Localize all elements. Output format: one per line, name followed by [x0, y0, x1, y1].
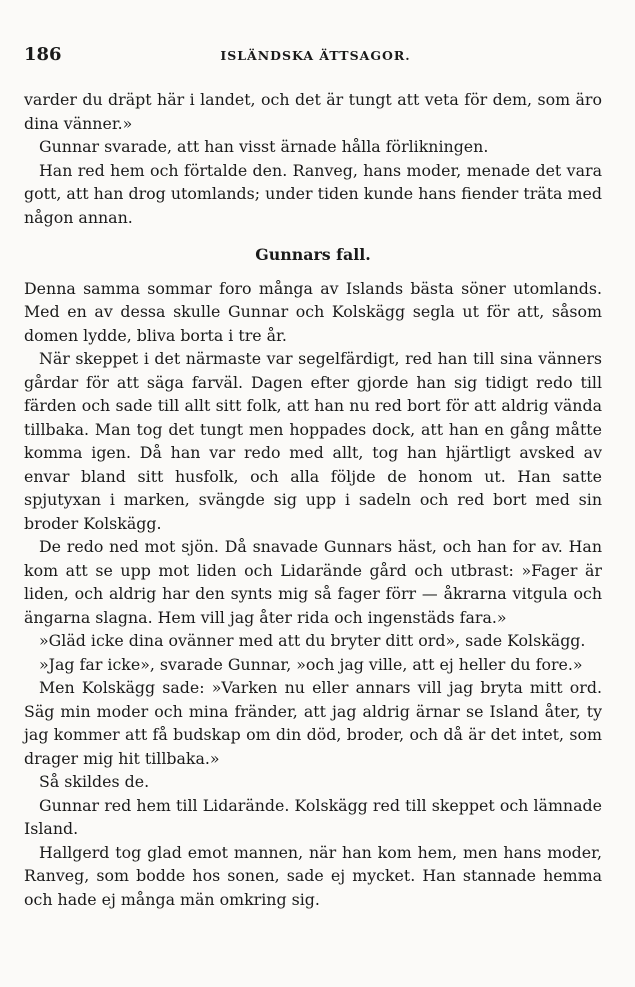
paragraph: Gunnar svarade, att han visst ärnade hålla förlikningen. [39, 137, 489, 156]
paragraph: varder du dräpt här i landet, och det är tungt att veta för dem, som äro dina vänner.» [24, 90, 602, 133]
paragraph: Så skildes de. [39, 772, 150, 791]
paragraph: De redo ned mot sjön. Då snavade Gunnars häst, och han for av. Han kom att se upp mot liden och Lidarände gård och utbrast: »Fager är liden, och aldrig har den synts mig så fager förr — åkrarna vitgula och ängarna slagna. Hem vill jag åter rida och ingenstäds fara.» [24, 537, 602, 627]
paragraph: Gunnar red hem till Lidarände. Kolskägg red till skeppet och lämnade Island. [24, 795, 602, 838]
paragraph: Denna samma sommar foro många av Islands bästa söner utomlands. Med en av dessa skulle Gunnar och Kolskägg segla ut för att, såsom domen lydde, bliva borta i tre år. [24, 278, 602, 345]
paragraph: Han red hem och förtalde den. Ranveg, hans moder, menade det vara gott, att han drog utomlands; under tiden kunde hans fiender träta med någon annan. [24, 160, 602, 227]
paragraph: Hallgerd tog glad emot mannen, när han kom hem, men hans moder, Ranveg, som bodde hos sonen, sade ej mycket. Han stannade hemma och hade ej många män omkring sig. [24, 842, 602, 909]
running-title: ISLÄNDSKA ÄTTSAGOR. [220, 48, 411, 63]
paragraph: Men Kolskägg sade: »Varken nu eller annars vill jag bryta mitt ord. Säg min moder och mina fränder, att jag aldrig ärnar se Island åter, ty jag kommer att få budskap om din död, broder, och då är det intet, som drager mig hit tillbaka.» [24, 678, 602, 768]
section-heading: Gunnars fall. [255, 245, 371, 264]
paragraph: »Gläd icke dina ovänner med att du bryter ditt ord», sade Kolskägg. [39, 631, 586, 650]
body-text [24, 88, 602, 911]
page-header [24, 44, 607, 70]
paragraph: När skeppet i det närmaste var segelfärdigt, red han till sina vänners gårdar för att säga farväl. Dagen efter gjorde han sig tidigt redo till färden och sade till allt sitt folk, att han nu red bort för att aldrig vända tillbaka. Man tog det tungt men hoppades dock, att han en gång måtte komma igen. Då han var redo med allt, tog han hjärtligt avsked av envar bland sitt husfolk, och alla följde de honom ut. Han satte spjutyxan i marken, svängde sig upp i sadeln och red bort med sin broder Kolskägg. [24, 349, 602, 533]
page-number: 186 [24, 44, 62, 65]
paragraph: »Jag far icke», svarade Gunnar, »och jag ville, att ej heller du fore.» [39, 654, 583, 674]
